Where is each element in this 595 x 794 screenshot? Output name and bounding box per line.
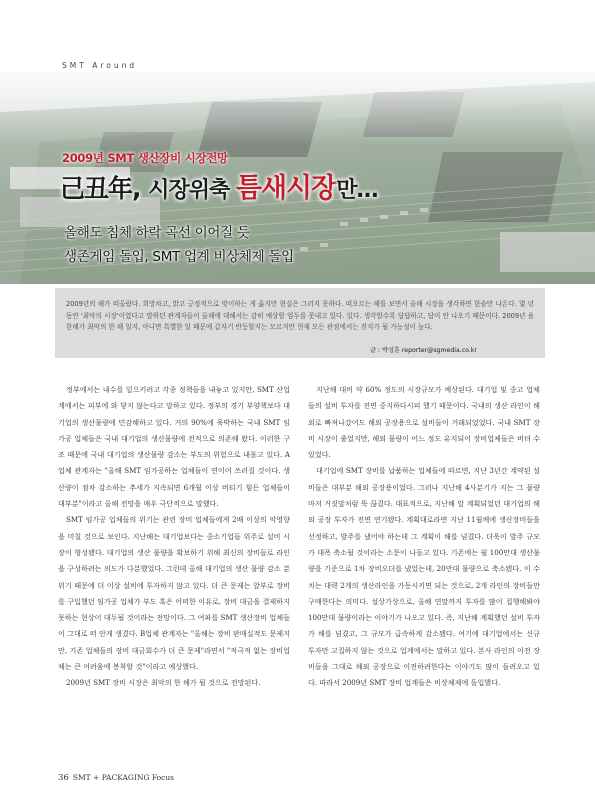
headline-part2: 시장위축 xyxy=(148,178,236,203)
body-column-right xyxy=(308,382,540,692)
headline-accent: 틈새시장 xyxy=(235,173,337,204)
subtitle-1: 올해도 침체 하락 곡선 이어질 듯 xyxy=(64,225,250,241)
body-paragraph: 대기업에 SMT 장비를 납품하는 업체들에 따르면, 지난 3년간 계약된 설비들은 대부분 해외 공장용이었다. 그러나 지난해 4사분기가 지는 그 물량마저 거짓말처럼 뚝 끊겼다. 대표적으로, 지난해 말 계획되었던 대기업의 해외 공장 투자가 전면 연기됐다. 계획대로라면 지난 11월께에 생산장비들을 선정하고, 발주를 냈어야 하는데 그 계획이 해를 넘겼다. 더욱이 발주 규모가 대폭 축소될 것이라는 소문이 나돌고 있다. 기존에는 월 100만대 생산물량을 기준으로 1차 장비오더를 냈었는데, 20만대 물량으로 축소됐다. 이 수치는 대략 2개의 생산라인을 가동시키면 되는 것으로, 2개 라인의 장비들만 구매한다는 의미다. 설상가상으로, 올해 연말까지 투자를 많이 집행해봐야 100만대 물량이라는 이야기가 나오고 있다. 즉, 지난해 계획했던 설비 투자가 해를 넘겼고, 그 규모가 급속하게 감소됐다. 여기에 대기업에서는 신규 투자만 고집하지 않는 것으로 업계에서는 말하고 있다. 본사 라인의 이전 장비들을 그대로 해외 공장으로 이전하려한다는 이야기도 많이 들려오고 있다. 따라서 2009년 SMT 장비 업계들은 비상체제에 돌입했다. xyxy=(308,466,540,688)
body-paragraph: 정부에서는 내수를 일으키려고 각종 정책들을 내놓고 있지만, SMT 산업계에서는 피부에 와 닿지 않는다고 말하고 있다. 정부의 경기 부양책보다 대기업의 생산물량에 민감해하고 있다. 거의 90%에 육박하는 국내 SMT 임가공 업체들은 국내 대기업의 생산물량에 전적으로 의존해 왔다. 이러한 구조 때문에 국내 대기업의 생산물량 감소는 부도의 위험으로 내몰고 있다. A업체 관계자는 "올해 SMT 임가공하는 업체들이 연이어 쓰러질 것이다. 생산량이 점차 감소하는 추세가 지속되면 6개월 이상 버티기 힘든 업체들이 대부분"이라고 올해 전망을 매우 극단적으로 말했다. xyxy=(58,385,290,509)
body-paragraph: 2009년 SMT 장비 시장은 최악의 한 해가 될 것으로 전망된다. xyxy=(66,678,261,688)
page-number: 36 xyxy=(58,773,69,783)
magazine-name: SMT + PACKAGING Focus xyxy=(72,773,175,782)
headline-kicker: 2009년 SMT 생산장비 시장전망 xyxy=(62,151,228,165)
intro-text: 2009년의 해가 떠올랐다. 희망차고, 밝고 긍정적으로 맞이하는 게 옳지만 현실은 그러지 못하다. 떠오르는 해를 보면서 올해 시장을 생각하면 한숨만 나온다. 몇 년 동안 '최악의 시장'이었다고 말하던 관계자들이 올해에 대해서는 감히 예상할 엄두를 못내고 있다. 있다. 생각할수록 답답하고, 답이 안 나오기 때문이다. 2009년 을 한해가 최악의 한 해 일지, 아니면 특별한 일 때문에 갑자기 반등할지는 모르지만 현재 모든 관점에서는 진지가 될 가능성이 높다. xyxy=(66,300,534,332)
headline xyxy=(60,166,377,205)
headline-part3: 만… xyxy=(336,178,378,203)
body-paragraph: SMT 임가공 업체들의 위기는 관련 장비 업체들에게 2배 이상의 악영향을 미칠 것으로 보인다. 지난해는 대기업보다는 중소기업들 위주로 설비 시장이 형성됐다. 대기업의 생산 물량을 확보하기 위해 최신의 장비들로 라인을 구성하려는 의도가 다분했었다. 그런데 올해 대기업의 생산 물량 감소 분위기 때문에 더 이상 설비에 투자하지 않고 있다. 더 큰 문제는 앞부로 장비를 구입했던 임가공 업체가 부도 혹은 어떠한 이유로, 장비 대금을 결제하지 못하는 현상이 대두될 것이라는 전망이다. 그 여파를 SMT 생산장비 업체들이 그대로 떠 안게 생겼다. B업체 관계자는 "올해는 장비 판매실적도 문제지만, 기존 업체들의 장비 대금회수가 더 큰 문제"라면서 "적극적 없는 장비업체는 큰 어려움에 봉착할 것"이라고 예상했다. xyxy=(58,515,291,672)
subtitle-2: 생존게임 돌입, SMT 업계 비상체제 돌입 xyxy=(64,249,294,265)
section-label: SMT Around xyxy=(62,61,138,70)
body-paragraph: 지난해 대비 약 60% 정도의 시장규모가 예상된다. 대기업 및 중고 업체들의 설비 투자를 전면 중지하다시피 했기 때문이다. 국내의 생산 라인이 해외로 빠져나갔어도 해외 공장용으로 설비들이 거래되었었다. 국내 SMT 장비 시장이 줄었지만, 해외 물량이 어느 정도 유지되어 장비업체들은 버텨 수 있었다. xyxy=(308,385,540,460)
page-footer xyxy=(58,773,174,783)
body-column-left xyxy=(58,382,290,692)
headline-part1: 己丑年, xyxy=(60,174,149,203)
top-header xyxy=(0,0,595,68)
byline: 글 : 박성훈 reporter@sgmedia.co.kr xyxy=(370,347,477,354)
